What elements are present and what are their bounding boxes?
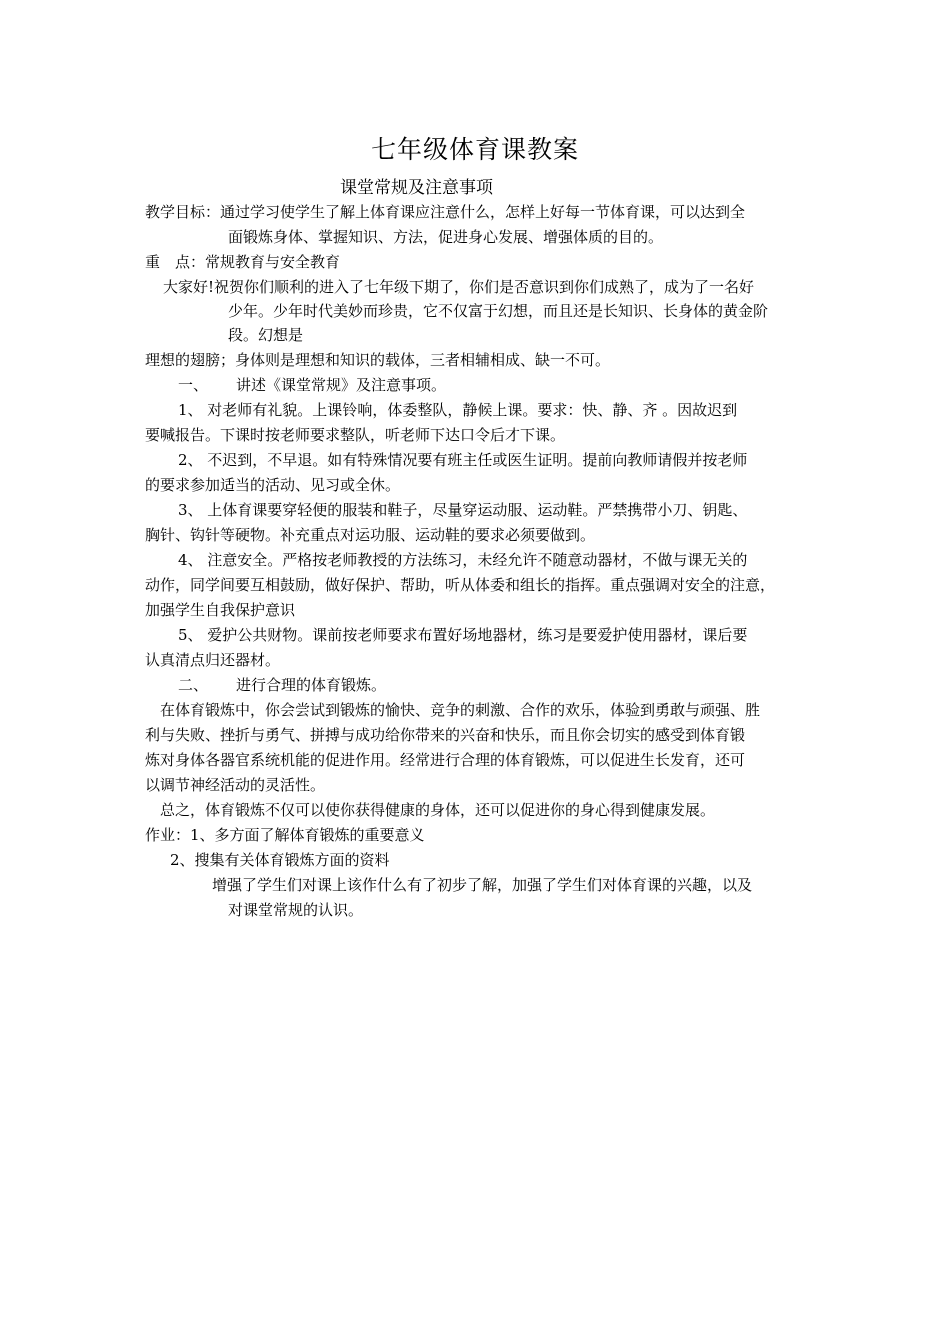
document-subtitle: 课堂常规及注意事项 xyxy=(340,178,493,198)
intro-line-3: 段。幻想是 xyxy=(228,326,304,344)
summary-line: 总之，体育锻炼不仅可以使你获得健康的身体，还可以促进你的身心得到健康发展。 xyxy=(160,801,716,819)
paragraph-line-4: 以调节神经活动的灵活性。 xyxy=(145,776,326,794)
section-2-text: 进行合理的体育锻炼。 xyxy=(236,676,387,694)
intro-line-1: 大家好!祝贺你们顺利的进入了七年级下期了，你们是否意识到你们成熟了，成为了一名好 xyxy=(163,278,755,296)
item-5-line-2: 认真清点归还器材。 xyxy=(145,651,281,669)
document-title: 七年级体育课教案 xyxy=(370,135,579,164)
item-4-line-3: 加强学生自我保护意识 xyxy=(145,601,296,619)
item-3-line-2: 胸针、钩针等硬物。补充重点对运功服、运动鞋的要求必须要做到。 xyxy=(145,526,596,544)
homework-label: 作业： xyxy=(145,826,191,844)
focus-text: 常规教育与安全教育 xyxy=(205,253,341,271)
section-1-number: 一、 xyxy=(178,376,209,394)
focus-label: 重 点： xyxy=(145,253,206,271)
item-4-line-1: 4、 注意安全。严格按老师教授的方法练习，未经允许不随意动器材，不做与课无关的 xyxy=(178,551,748,569)
objective-label: 教学目标： xyxy=(145,203,221,221)
section-1-text: 讲述《课堂常规》及注意事项。 xyxy=(236,376,447,394)
section-1-heading xyxy=(178,374,446,396)
item-1-line-1: 1、 对老师有礼貌。上课铃响，体委整队，静候上课。要求：快、静、齐 。因故迟到 xyxy=(178,401,738,419)
homework-item-2: 2、搜集有关体育锻炼方面的资料 xyxy=(170,851,390,869)
paragraph-line-3: 炼对身体各器官系统机能的促进作用。经常进行合理的体育锻炼，可以促进生长发育，还可 xyxy=(145,751,746,769)
paragraph-line-1: 在体育锻炼中，你会尝试到锻炼的愉快、竞争的刺激、合作的欢乐，体验到勇敢与顽强、胜 xyxy=(160,701,761,719)
item-5-line-1: 5、 爱护公共财物。课前按老师要求布置好场地器材，练习是要爱护使用器材，课后要 xyxy=(178,626,748,644)
paragraph-line-2: 利与失败、挫折与勇气、拼搏与成功给你带来的兴奋和快乐，而且你会切实的感受到体育锻 xyxy=(145,726,746,744)
item-4-line-2: 动作，同学间要互相鼓励，做好保护、帮助，听从体委和组长的指挥。重点强调对安全的注意， xyxy=(145,576,776,594)
objective-text-1: 通过学习使学生了解上体育课应注意什么，怎样上好每一节体育课，可以达到全 xyxy=(220,203,746,221)
intro-line-2: 少年。少年时代美妙而珍贵，它不仅富于幻想，而且还是长知识、长身体的黄金阶 xyxy=(228,302,769,320)
intro-line-4: 理想的翅膀；身体则是理想和知识的载体，三者相辅相成、缺一不可。 xyxy=(145,351,611,369)
reflection-line-1: 增强了学生们对课上该作什么有了初步了解，加强了学生们对体育课的兴趣，以及 xyxy=(212,876,753,894)
homework-line-1 xyxy=(145,824,425,846)
focus-line xyxy=(145,251,340,273)
item-1-line-2: 要喊报告。下课时按老师要求整队，听老师下达口令后才下课。 xyxy=(145,426,566,444)
section-2-number: 二、 xyxy=(178,676,209,694)
reflection-line-2: 对课堂常规的认识。 xyxy=(228,901,364,919)
homework-item-1: 1、多方面了解体育锻炼的重要意义 xyxy=(190,826,425,844)
objective-line-2: 面锻炼身体、掌握知识、方法，促进身心发展、增强体质的目的。 xyxy=(228,228,664,246)
item-3-line-1: 3、 上体育课要穿轻便的服装和鞋子，尽量穿运动服、运动鞋。严禁携带小刀、钥匙、 xyxy=(178,501,748,519)
item-2-line-1: 2、 不迟到，不早退。如有特殊情况要有班主任或医生证明。提前向教师请假并按老师 xyxy=(178,451,748,469)
objective-line-1 xyxy=(145,201,745,223)
section-2-heading xyxy=(178,674,386,696)
item-2-line-2: 的要求参加适当的活动、见习或全休。 xyxy=(145,476,401,494)
